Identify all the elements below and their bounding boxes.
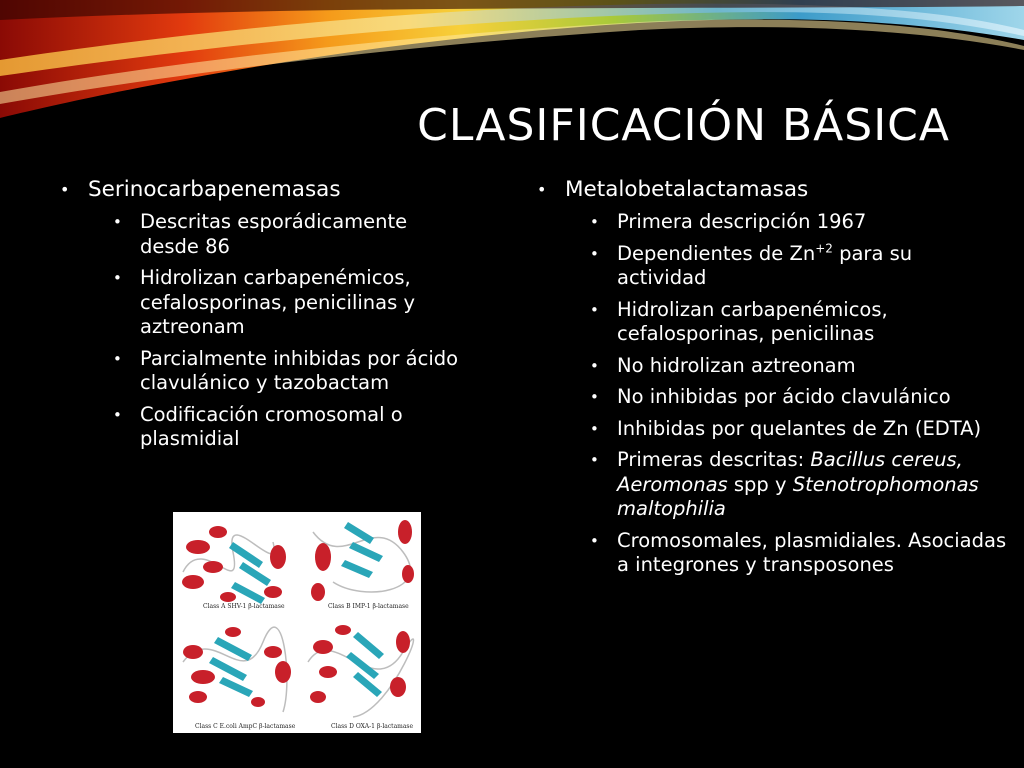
list-item: • Descritas esporádicamente desde 86 — [113, 210, 470, 259]
protein-structures-image — [173, 512, 421, 733]
organisms-italic-1: Bacillus cereus, Aeromonas — [617, 448, 963, 496]
zn-text-end: para su actividad — [617, 241, 913, 289]
list-item: • Inhibidas por quelantes de Zn (EDTA) — [590, 417, 1007, 442]
right-column — [537, 176, 1007, 585]
organisms-prefix: Primeras descritas: — [617, 448, 811, 471]
list-item — [590, 448, 1007, 522]
list-item: • Primera descripción 1967 — [590, 210, 1007, 235]
caption-c: Class C E.coli AmpC β-lactamase — [195, 723, 296, 730]
slide-title: CLASIFICACIÓN BÁSICA — [417, 100, 950, 151]
structure-panel-c — [183, 627, 296, 730]
caption-d: Class D OXA-1 β-lactamase — [331, 723, 414, 730]
organisms-mid: spp y — [727, 472, 793, 496]
structure-panel-d — [308, 625, 414, 730]
zn-charge: +2 — [815, 241, 833, 255]
list-item: • Cromosomales, plasmidiales. Asociadas a integrones y transposones — [590, 529, 1007, 578]
structure-panel-b — [311, 520, 414, 610]
list-item: • Hidrolizan carbapenémicos, cefalosporinas, penicilinas y aztreonam — [113, 266, 470, 340]
left-heading: • Serinocarbapenemasas — [60, 176, 470, 204]
organisms-italic-2: Stenotrophomonas maltophilia — [617, 472, 979, 520]
caption-b: Class B IMP-1 β-lactamase — [328, 603, 409, 610]
list-item: • No inhibidas por ácido clavulánico — [590, 385, 1007, 410]
protein-structures-figure — [173, 512, 421, 733]
list-item: • Hidrolizan carbapenémicos, cefalosporinas, penicilinas — [590, 298, 1007, 347]
caption-a: Class A SHV-1 β-lactamase — [203, 603, 285, 610]
list-item — [590, 242, 1007, 291]
list-item: • No hidrolizan aztreonam — [590, 354, 1007, 379]
list-item: • Parcialmente inhibidas por ácido clavulánico y tazobactam — [113, 347, 470, 396]
right-bullet-list — [537, 210, 1007, 578]
left-bullet-list — [60, 210, 470, 452]
list-item: • Codificación cromosomal o plasmidial — [113, 403, 470, 452]
right-heading: • Metalobetalactamasas — [537, 176, 1007, 204]
structure-panel-a — [182, 526, 286, 610]
zn-text: Dependientes de Zn — [617, 241, 816, 265]
left-column — [60, 176, 470, 459]
